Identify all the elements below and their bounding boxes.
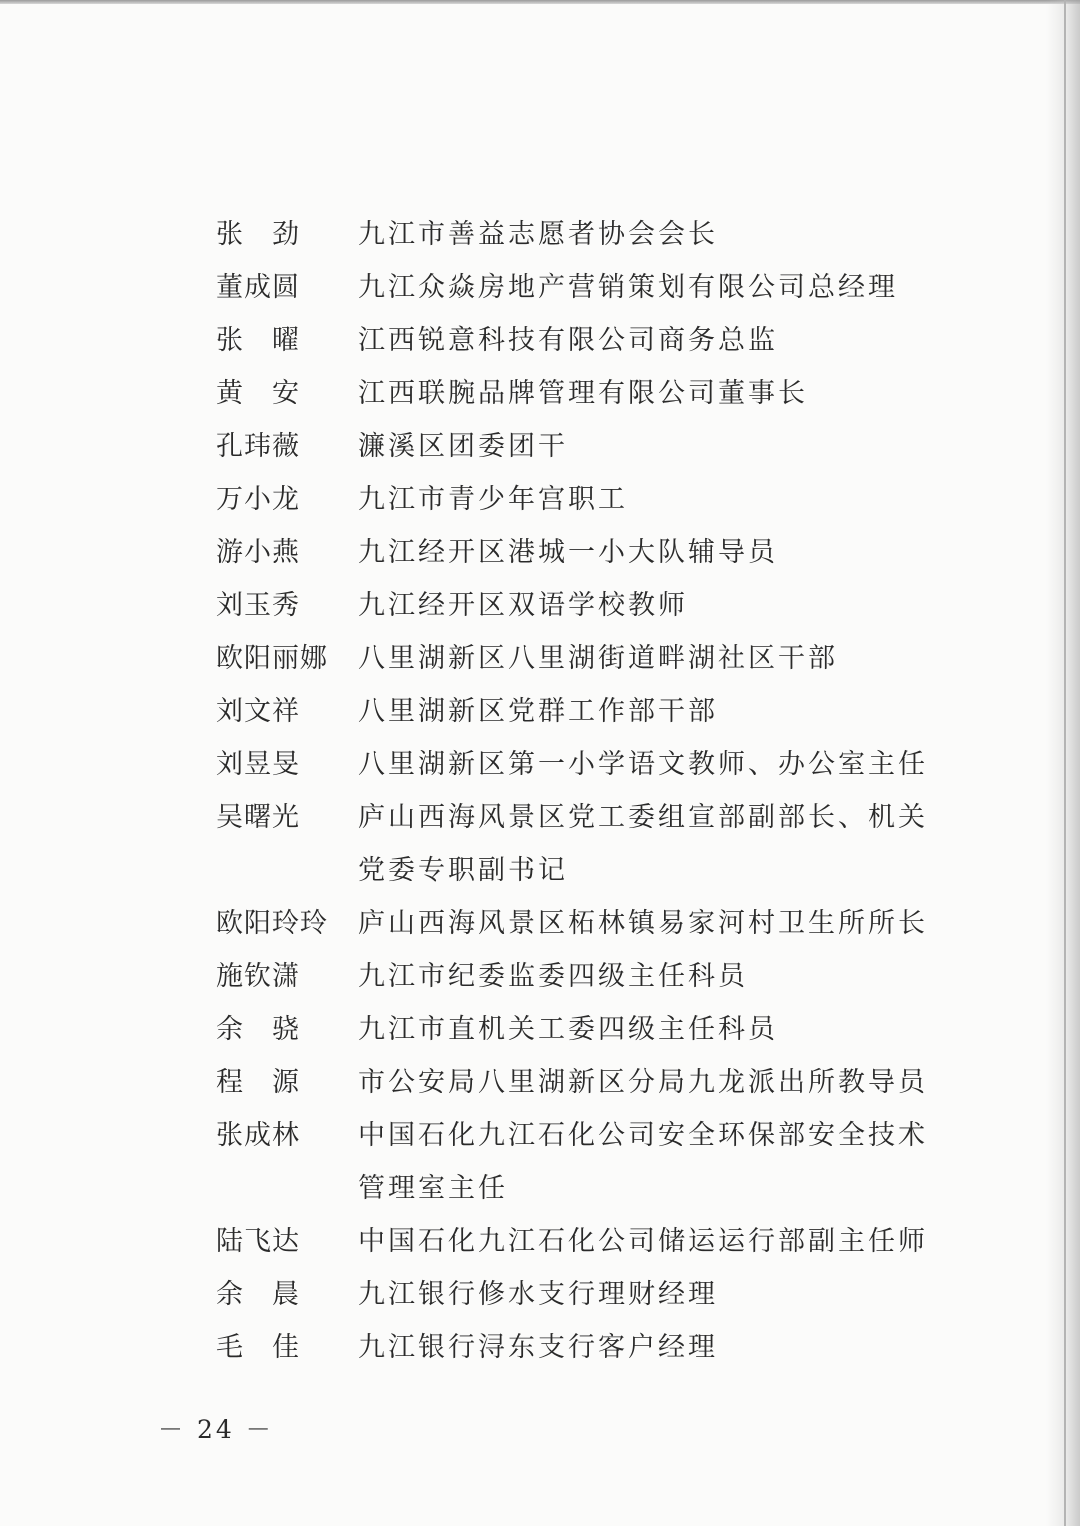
entry-name: 董成圆 (216, 272, 300, 303)
entry-title: 九江市直机关工委四级主任科员 (358, 1014, 778, 1045)
entry-title: 九江银行修水支行理财经理 (358, 1279, 718, 1310)
entry-title: 九江银行浔东支行客户经理 (358, 1332, 718, 1363)
entry-name-char: 张 (216, 219, 243, 250)
entry-name: 游小燕 (216, 537, 300, 568)
entry-title: 中国石化九江石化公司储运运行部副主任师 (358, 1226, 928, 1257)
entry-title: 九江经开区双语学校教师 (358, 590, 688, 621)
entry-title: 九江众焱房地产营销策划有限公司总经理 (358, 272, 898, 303)
entry-name: 吴曙光 (216, 802, 300, 833)
entry-name-char: 余 (216, 1279, 243, 1310)
entry-name-char: 程 (216, 1067, 243, 1098)
entry-name-char: 黄 (216, 378, 243, 409)
entry-title: 八里湖新区党群工作部干部 (358, 696, 718, 727)
entry-name: 施钦潇 (216, 961, 300, 992)
entry-name-char: 余 (216, 1014, 243, 1045)
entry-name: 欧阳玲玲 (216, 908, 328, 939)
entry-title: 庐山西海风景区柘林镇易家河村卫生所所长 (358, 908, 928, 939)
entry-title: 九江经开区港城一小大队辅导员 (358, 537, 778, 568)
entry-title: 江西锐意科技有限公司商务总监 (358, 325, 778, 356)
entry-title: 九江市青少年宫职工 (358, 484, 628, 515)
page-number: － 24 － (158, 1415, 274, 1444)
entry-name-char: 晨 (272, 1279, 299, 1310)
entry-title: 八里湖新区八里湖街道畔湖社区干部 (358, 643, 838, 674)
entry-name-char: 佳 (272, 1332, 299, 1363)
entry-name (216, 1332, 306, 1364)
entry-name-char: 源 (272, 1067, 299, 1098)
entry-title: 中国石化九江石化公司安全环保部安全技术管理室主任 (358, 1120, 928, 1204)
entry-title: 庐山西海风景区党工委组宣部副部长、机关党委专职副书记 (358, 802, 928, 886)
entry-name: 欧阳丽娜 (216, 643, 328, 674)
entry-name (216, 325, 306, 357)
entry-name (216, 1067, 306, 1099)
entry-title: 市公安局八里湖新区分局九龙派出所教导员 (358, 1067, 928, 1098)
entry-name-char: 骁 (272, 1014, 299, 1045)
entry-name (216, 1279, 306, 1311)
entry-name (216, 1014, 306, 1046)
entry-name: 刘昱旻 (216, 749, 300, 780)
entry-name: 万小龙 (216, 484, 300, 515)
entry-name (216, 219, 306, 251)
entry-title: 濂溪区团委团干 (358, 431, 568, 462)
entry-name-char: 安 (272, 378, 299, 409)
entry-name (216, 378, 306, 410)
entry-title: 九江市纪委监委四级主任科员 (358, 961, 748, 992)
entry-name-char: 毛 (216, 1332, 243, 1363)
entry-name: 孔玮薇 (216, 431, 300, 462)
entry-title: 九江市善益志愿者协会会长 (358, 219, 718, 250)
entry-name-char: 张 (216, 325, 243, 356)
entry-title: 八里湖新区第一小学语文教师、办公室主任 (358, 749, 928, 780)
entry-name: 陆飞达 (216, 1226, 300, 1257)
entry-name: 刘玉秀 (216, 590, 300, 621)
entry-name-char: 劲 (272, 219, 299, 250)
entry-name: 刘文祥 (216, 696, 300, 727)
entry-name-char: 曜 (272, 325, 299, 356)
entry-name: 张成林 (216, 1120, 300, 1151)
entry-title: 江西联腕品牌管理有限公司董事长 (358, 378, 808, 409)
